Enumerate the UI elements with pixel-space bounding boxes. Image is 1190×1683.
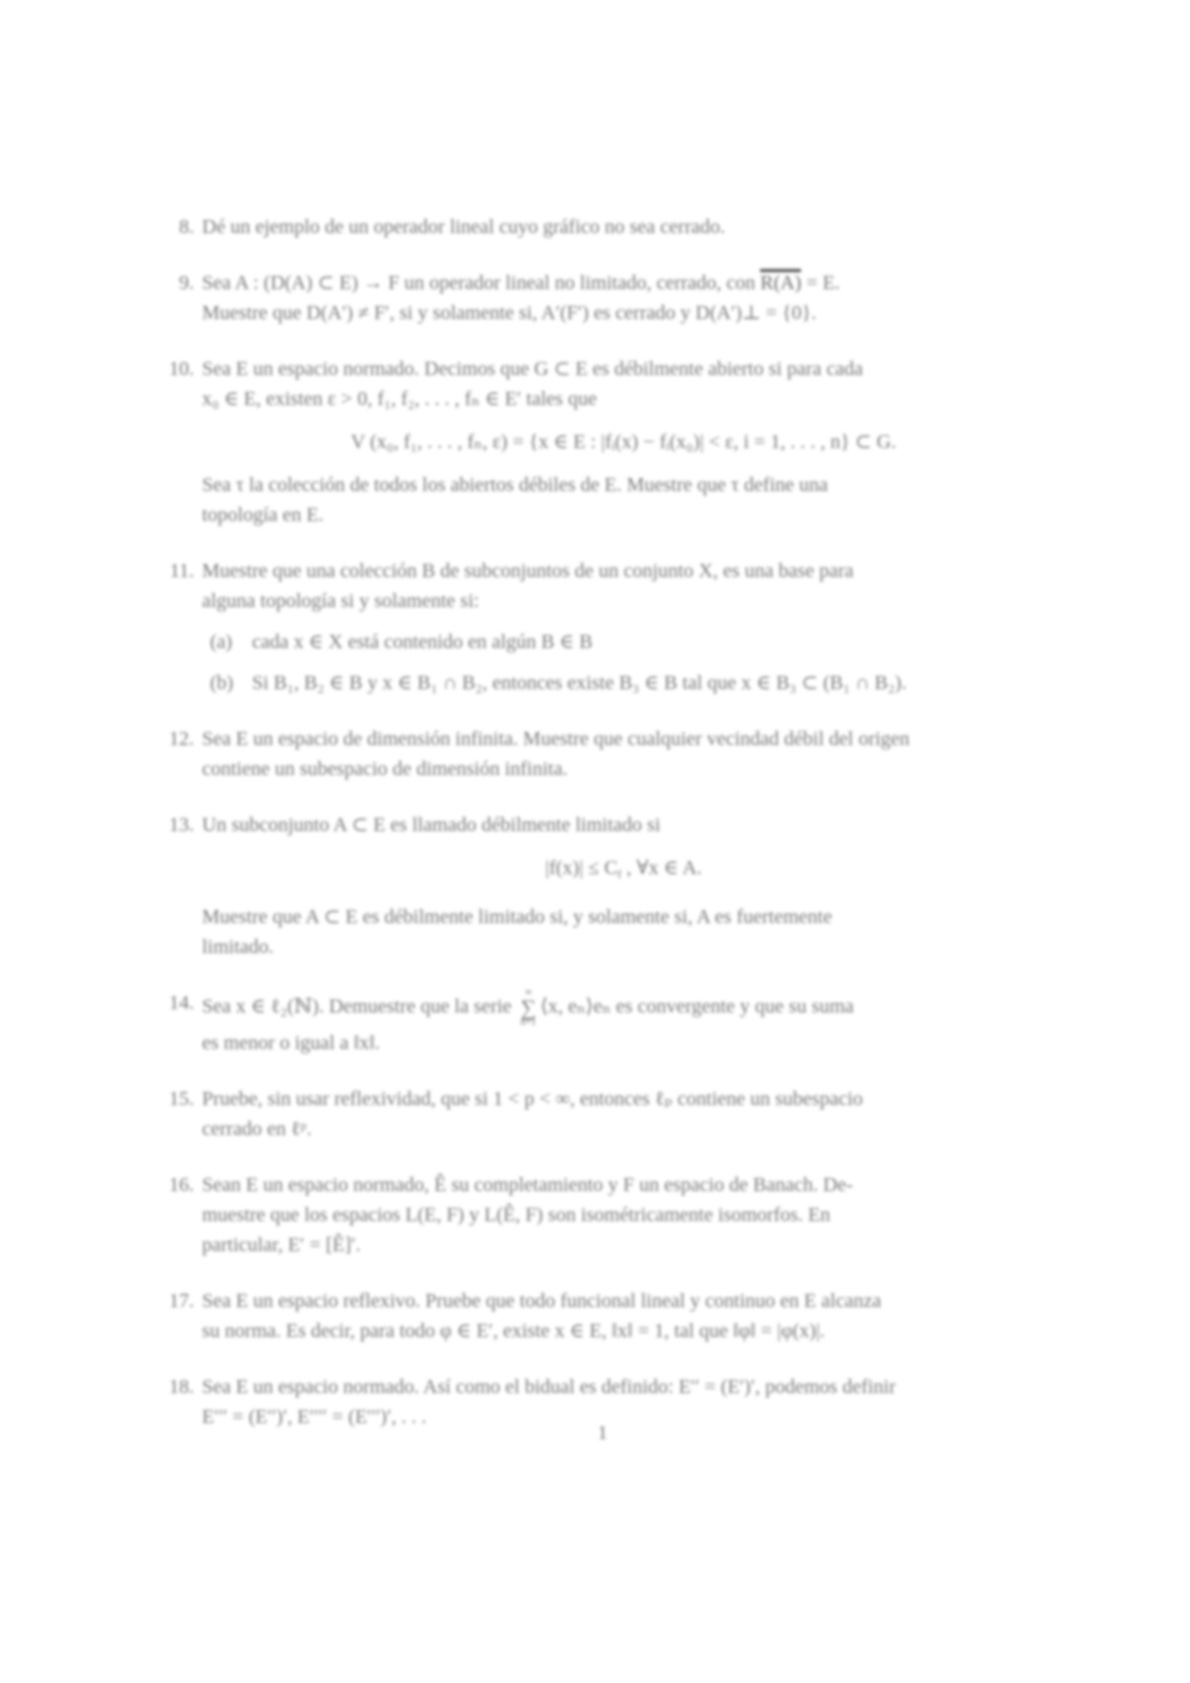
problem-text: es menor o igual a ‖x‖. xyxy=(202,1032,380,1054)
problem-text: Sean E un espacio normado, Ê su completamiento y F un espacio de Banach. De- xyxy=(202,1174,853,1196)
problem-text: alguna topología si y solamente si: xyxy=(202,590,480,612)
text-segment: Sea A : (D(A) ⊂ E) → F un operador lineal no limitado, cerrado, con xyxy=(202,272,761,294)
subitem-label: (b) xyxy=(210,672,234,694)
problem-text: cerrado en ℓᵖ. xyxy=(202,1118,312,1140)
problem-number: 18. xyxy=(169,1376,194,1398)
subitem-a xyxy=(202,627,1045,657)
problem-number: 10. xyxy=(169,358,194,380)
problem-number: 16. xyxy=(169,1174,194,1196)
problem-number: 12. xyxy=(169,728,194,750)
problem-number: 9. xyxy=(179,272,194,294)
problem-number: 8. xyxy=(179,216,194,238)
subitem-label: (a) xyxy=(210,631,233,653)
subitem-text: cada x ∈ X está contenido en algún B ∈ B xyxy=(252,631,593,653)
problem-list xyxy=(160,212,1045,1458)
problem-text: Muestre que una colección B de subconjuntos de un conjunto X, es una base para xyxy=(202,560,854,582)
equation-segment: , ∀x ∈ A. xyxy=(621,857,702,879)
problem-text: Sea E un espacio reflexivo. Pruebe que todo funcional lineal y continuo en E alcanza xyxy=(202,1290,882,1312)
problem-item-11 xyxy=(160,556,1045,698)
problem-text: Sea τ la colección de todos los abiertos débiles de E. Muestre que τ define una xyxy=(202,474,828,496)
problem-text: muestre que los espacios L(E, F) y L(Ê, F) son isométricamente isomorfos. En xyxy=(202,1204,831,1226)
problem-text: Muestre que A ⊂ E es débilmente limitado si, y solamente si, A es fuertemente xyxy=(202,906,832,928)
problem-number: 13. xyxy=(169,814,194,836)
equation-segment: |f(x)| ≤ C xyxy=(545,857,618,879)
problem-text: x₀ ∈ E, existen ε > 0, f₁, f₂, . . . , fₙ ∈ E′ tales que xyxy=(202,388,597,410)
problem-text: Sea E un espacio normado. Así como el bidual es definido: E′′ = (E′)′, podemos definir xyxy=(202,1376,896,1398)
problem-item-12 xyxy=(160,724,1045,784)
problem-text: particular, E′ = [Ê]′. xyxy=(202,1234,361,1256)
sum-lower-limit: n=1 xyxy=(520,1017,537,1028)
problem-number: 17. xyxy=(169,1290,194,1312)
display-equation: V (x₀, f₁, . . . , fₙ, ε) = {x ∈ E : |fᵢ(x) − fᵢ(x₀)| < ε, i = 1, . . . , n} ⊂ G. xyxy=(350,431,897,453)
problem-item-8 xyxy=(160,212,1045,242)
problem-text xyxy=(202,268,1045,298)
problem-text: Un subconjunto A ⊂ E es llamado débilmente limitado si xyxy=(202,814,661,836)
problem-text: Dé un ejemplo de un operador lineal cuyo gráfico no sea cerrado. xyxy=(202,216,726,238)
sigma-glyph: ∑ xyxy=(520,995,537,1020)
problem-text: Sea E un espacio de dimensión infinita. Muestre que cualquier vecindad débil del origen xyxy=(202,728,910,750)
text-segment: Sea x ∈ ℓ₂(ℕ). Demuestre que la serie xyxy=(202,995,517,1018)
page-number: 1 xyxy=(597,1422,608,1444)
problem-text: Sea E un espacio normado. Decimos que G ⊂ E es débilmente abierto si para cada xyxy=(202,358,863,380)
problem-number: 15. xyxy=(169,1088,194,1110)
problem-text: topología en E. xyxy=(202,504,324,526)
text-segment: = E. xyxy=(801,272,840,294)
problem-item-9 xyxy=(160,268,1045,328)
problem-item-16 xyxy=(160,1170,1045,1260)
problem-text: Muestre que D(A′) ≠ F′, si y solamente si, A′(F′) es cerrado y D(A′)⊥ = {0}. xyxy=(202,302,817,324)
subitem-b xyxy=(202,668,1045,698)
sum-upper-limit: ∞ xyxy=(524,988,532,998)
problem-text: Pruebe, sin usar reflexividad, que si 1 < p < ∞, entonces ℓₚ contiene un subespacio xyxy=(202,1088,863,1110)
problem-item-15 xyxy=(160,1084,1045,1144)
problem-item-13 xyxy=(160,810,1045,962)
subitem-text: Si B₁, B₂ ∈ B y x ∈ B₁ ∩ B₂, entonces existe B₃ ∈ B tal que x ∈ B₃ ⊂ (B₁ ∩ B₂). xyxy=(252,672,907,694)
problem-text: limitado. xyxy=(202,936,274,958)
problem-item-10 xyxy=(160,354,1045,530)
text-segment: ⟨x, eₙ⟩eₙ es convergente y que su suma xyxy=(540,995,854,1018)
problem-item-14 xyxy=(160,988,1045,1058)
problem-text: E′′′ = (E′′)′, E′′′′ = (E′′′)′, . . . xyxy=(202,1406,427,1428)
problem-number: 14. xyxy=(169,992,194,1014)
problem-text xyxy=(202,988,1045,1028)
problem-text: su norma. Es decir, para todo φ ∈ E′, existe x ∈ E, ‖x‖ = 1, tal que ‖φ‖ = |φ(x)|. xyxy=(202,1320,825,1342)
display-equation xyxy=(202,853,1045,889)
problem-number: 11. xyxy=(169,560,194,582)
problem-item-17 xyxy=(160,1286,1045,1346)
problem-text: contiene un subespacio de dimensión infinita. xyxy=(202,758,568,780)
equation-subscript: f xyxy=(617,867,622,881)
summation-symbol xyxy=(521,988,537,1028)
closure-overline: R(A) xyxy=(760,269,801,294)
